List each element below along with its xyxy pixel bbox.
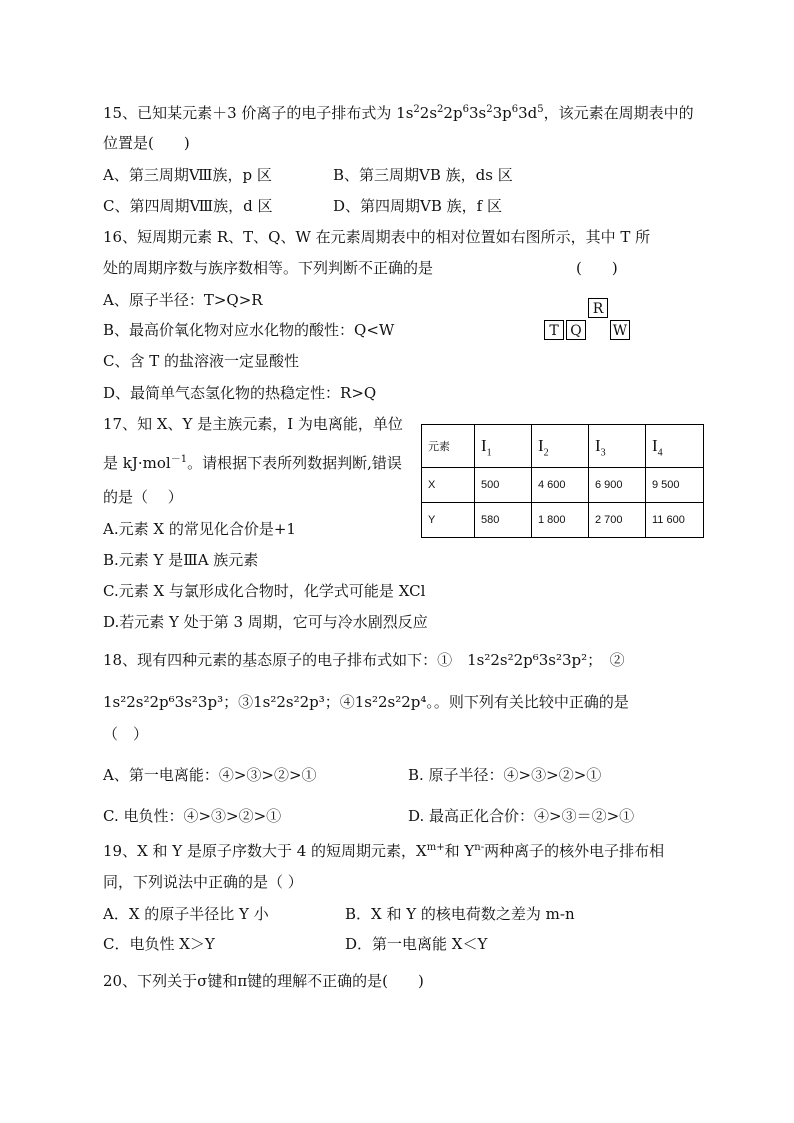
q16-answer-bracket: ( ) bbox=[576, 259, 618, 277]
table-header-row bbox=[422, 425, 704, 468]
q16-option-b: B、最高价氧化物对应水化物的酸性：Q<W bbox=[103, 321, 395, 339]
q18-option-a: A、第一电离能：④>③>②>① bbox=[103, 766, 317, 784]
q18-option-d: D. 最高正化合价：④>③＝②>① bbox=[408, 807, 635, 825]
table-cell: 1 800 bbox=[532, 503, 589, 538]
table-cell: 9 500 bbox=[646, 468, 704, 503]
cell-t: T bbox=[544, 320, 564, 340]
ionization-energy-table bbox=[421, 424, 704, 538]
table-cell: 580 bbox=[475, 503, 532, 538]
q18-stem-line1: 18、现有四种元素的基态原子的电子排布式如下：① 1s²2s²2p⁶3s²3p²； ② bbox=[103, 651, 625, 669]
q17-stem-line1: 17、知 X、Y 是主族元素，I 为电离能，单位 bbox=[103, 415, 403, 433]
q17-option-c: C.元素 X 与氯形成化合物时，化学式可能是 XCl bbox=[103, 582, 426, 600]
q17-option-d: D.若元素 Y 处于第 3 周期，它可与冷水剧烈反应 bbox=[103, 613, 428, 631]
q19-option-b: B．X 和 Y 的核电荷数之差为 m-n bbox=[345, 905, 575, 923]
q19-option-a: A．X 的原子半径比 Y 小 bbox=[103, 905, 269, 923]
table-cell: 6 900 bbox=[589, 468, 646, 503]
q16-stem-line2: 处的周期序数与族序数相等。下列判断不正确的是 bbox=[103, 259, 434, 277]
q19-option-c: C．电负性 X＞Y bbox=[103, 935, 215, 953]
table-row bbox=[422, 503, 704, 538]
q20-stem-line1: 20、下列关于σ键和π键的理解不正确的是( ) bbox=[103, 972, 424, 990]
q19-stem-line2: 同，下列说法中正确的是（ ） bbox=[103, 873, 303, 891]
q15-stem-line2: 位置是( ) bbox=[103, 134, 190, 152]
q15-option-b: B、第三周期ⅤB 族，ds 区 bbox=[333, 166, 513, 184]
table-row bbox=[422, 468, 704, 503]
header-i4: $I_4$ bbox=[646, 425, 704, 468]
cell-w: W bbox=[610, 320, 630, 340]
table-cell: X bbox=[422, 468, 475, 503]
table-cell: 500 bbox=[475, 468, 532, 503]
cell-q: Q bbox=[566, 320, 586, 340]
q16-option-d: D、最简单气态氢化物的热稳定性：R>Q bbox=[103, 384, 377, 402]
header-i1: $I_1$ bbox=[475, 425, 532, 468]
q16-stem-line1: 16、短周期元素 R、T、Q、W 在元素周期表中的相对位置如右图所示，其中 T 所 bbox=[103, 228, 651, 246]
table-cell: 4 600 bbox=[532, 468, 589, 503]
q17-option-a: A.元素 X 的常见化合价是+1 bbox=[103, 520, 296, 538]
q15-stem-line1: 15、已知某元素＋3 价离子的电子排布式为 $1s^22s^22p^63s^23p^63d^5$，该元素在周期表中的 bbox=[103, 104, 694, 122]
q18-stem-line3: （ ） bbox=[103, 725, 149, 743]
cell-r: R bbox=[588, 298, 608, 318]
q17-stem-line2: 是 kJ·mol$^{-1}$。请根据下表所列数据判断,错误 bbox=[103, 454, 402, 472]
q16-option-a: A、原子半径：T>Q>R bbox=[103, 291, 263, 309]
q19-option-d: D．第一电离能 X＜Y bbox=[345, 935, 488, 953]
header-i3: $I_3$ bbox=[589, 425, 646, 468]
table-cell: Y bbox=[422, 503, 475, 538]
q17-stem-line3: 的是（ ） bbox=[103, 488, 183, 506]
q18-option-c: C. 电负性：④>③>②>① bbox=[103, 807, 282, 825]
table-cell: 11 600 bbox=[646, 503, 704, 538]
table-cell: 2 700 bbox=[589, 503, 646, 538]
q16-option-c: C、含 T 的盐溶液一定显酸性 bbox=[103, 352, 300, 370]
header-element: 元素 bbox=[422, 425, 475, 468]
q18-stem-line2: 1s²2s²2p⁶3s²3p³；③1s²2s²2p³；④1s²2s²2p⁴。。则下列有关比较中正确的是 bbox=[103, 693, 629, 711]
q15-option-a: A、第三周期Ⅷ族，p 区 bbox=[103, 166, 272, 184]
q15-option-d: D、第四周期ⅤB 族，f 区 bbox=[333, 197, 502, 215]
q18-option-b: B. 原子半径：④>③>②>① bbox=[408, 766, 602, 784]
header-i2: $I_2$ bbox=[532, 425, 589, 468]
q19-stem-line1: 19、X 和 Y 是原子序数大于 4 的短周期元素，$X^{m+}$和 $Y^{n-}$两种离子的核外电子排布相 bbox=[103, 842, 665, 860]
q17-option-b: B.元素 Y 是ⅢA 族元素 bbox=[103, 551, 259, 569]
q15-option-c: C、第四周期Ⅷ族，d 区 bbox=[103, 197, 273, 215]
